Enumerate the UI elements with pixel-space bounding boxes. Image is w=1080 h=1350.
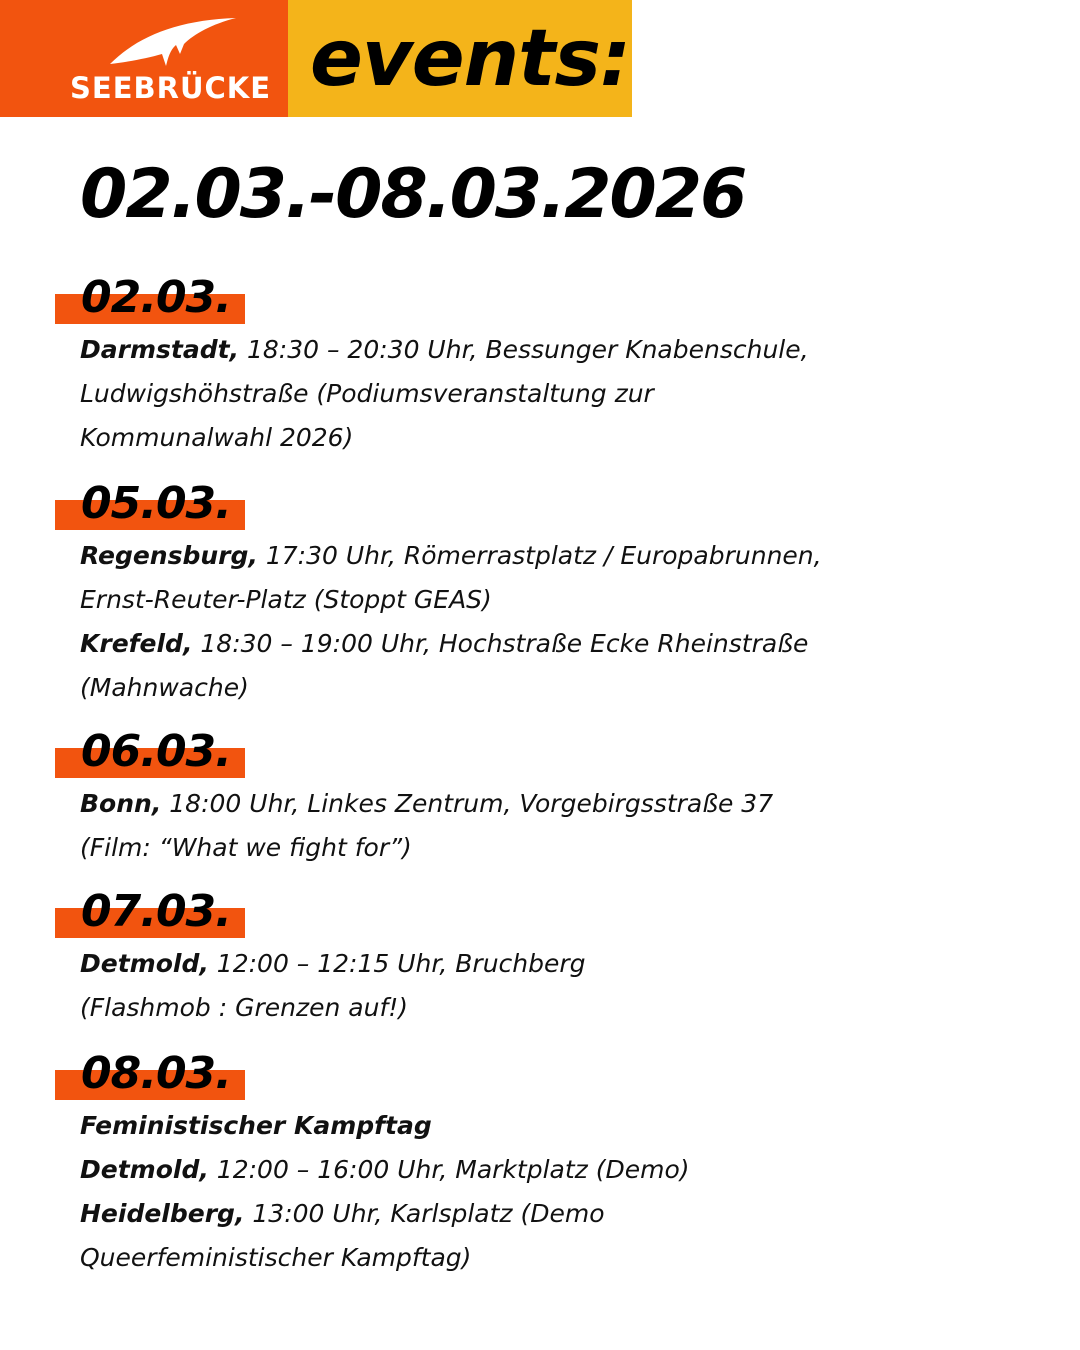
event-list xyxy=(80,942,1000,1030)
event-line: Ernst-Reuter-Platz (Stoppt GEAS) xyxy=(80,585,492,614)
day-section xyxy=(0,726,1000,870)
event-list xyxy=(80,534,1000,710)
event-line: Bonn, 18:00 Uhr, Linkes Zentrum, Vorgebirgsstraße 37 xyxy=(80,789,774,818)
day-date: 05.03. xyxy=(81,478,231,529)
event-line: (Mahnwache) xyxy=(80,673,249,702)
day-section xyxy=(0,478,1000,710)
event-list xyxy=(80,328,1000,460)
day-section xyxy=(0,272,1000,460)
day-section xyxy=(0,886,1000,1030)
event-line: Detmold, 12:00 – 12:15 Uhr, Bruchberg xyxy=(80,949,586,978)
event-list xyxy=(80,1104,1000,1280)
event-line: Heidelberg, 13:00 Uhr, Karlsplatz (Demo xyxy=(80,1199,605,1228)
event-line: (Flashmob : Grenzen auf!) xyxy=(80,993,409,1022)
event-line: Regensburg, 17:30 Uhr, Römerrastplatz / Europabrunnen, xyxy=(80,541,822,570)
date-range: 02.03.-08.03.2026 xyxy=(80,155,746,234)
seebruecke-logo xyxy=(0,0,288,117)
day-badge xyxy=(55,886,245,938)
event-line: Feministischer Kampftag xyxy=(80,1111,432,1140)
day-badge xyxy=(55,1048,245,1100)
event-line: Kommunalwahl 2026) xyxy=(80,423,354,452)
event-line: Krefeld, 18:30 – 19:00 Uhr, Hochstraße Ecke Rheinstraße xyxy=(80,629,809,658)
day-date: 06.03. xyxy=(81,726,231,777)
day-badge xyxy=(55,726,245,778)
header xyxy=(0,0,632,117)
event-line: Ludwigshöhstraße (Podiumsveranstaltung zur xyxy=(80,379,654,408)
day-date: 07.03. xyxy=(81,886,231,937)
day-date: 02.03. xyxy=(81,272,231,323)
title-box xyxy=(288,0,632,117)
event-line: Detmold, 12:00 – 16:00 Uhr, Marktplatz (Demo) xyxy=(80,1155,690,1184)
day-badge xyxy=(55,272,245,324)
event-list xyxy=(80,782,1000,870)
event-line: Queerfeministischer Kampftag) xyxy=(80,1243,472,1272)
logo-text: SEEBRÜCKE xyxy=(70,71,272,105)
day-section xyxy=(0,1048,1000,1280)
event-line: (Film: “What we fight for”) xyxy=(80,833,412,862)
page-title: events: xyxy=(310,14,631,104)
day-badge xyxy=(55,478,245,530)
day-date: 08.03. xyxy=(81,1048,231,1099)
event-line: Darmstadt, 18:30 – 20:30 Uhr, Bessunger Knabenschule, xyxy=(80,335,809,364)
wave-icon xyxy=(108,14,238,70)
